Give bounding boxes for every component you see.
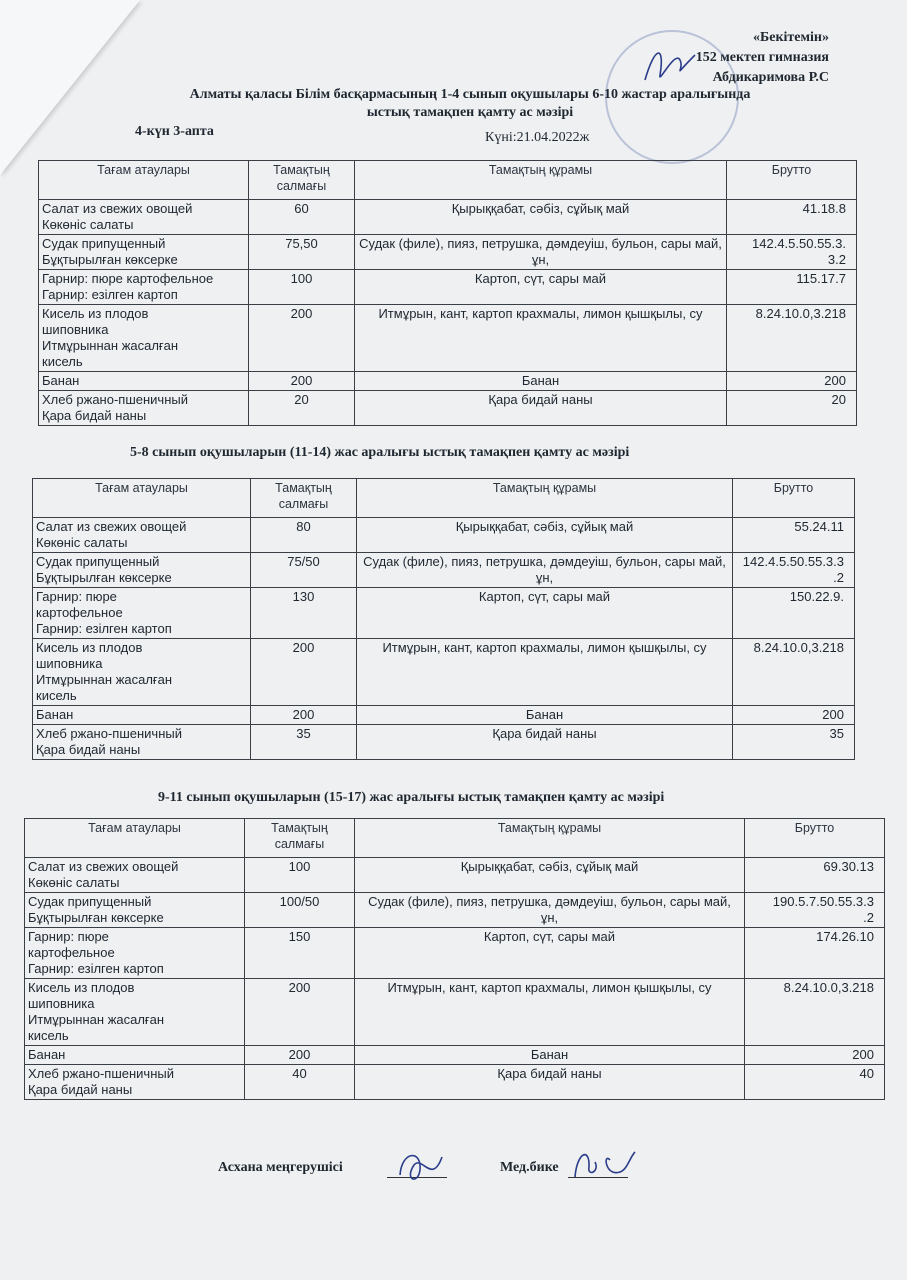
table-row xyxy=(39,270,857,305)
brutto-cell: 142.4.5.50.55.3.3 .2 xyxy=(733,553,855,588)
brutto-cell: 8.24.10.0,3.218 xyxy=(745,979,885,1046)
brutto-cell: 150.22.9. xyxy=(733,588,855,639)
header-name: Тағам атаулары xyxy=(25,819,245,858)
table-row xyxy=(33,725,855,760)
weight-cell: 200 xyxy=(249,372,355,391)
table-row xyxy=(33,706,855,725)
brutto-cell: 115.17.7 xyxy=(727,270,857,305)
table-body xyxy=(25,858,885,1100)
table-body xyxy=(33,518,855,760)
table-row xyxy=(25,1065,885,1100)
weight-cell: 130 xyxy=(251,588,357,639)
approval-heading: «Бекітемін» xyxy=(752,30,829,45)
brutto-cell: 41.18.8 xyxy=(727,200,857,235)
header-name: Тағам атаулары xyxy=(33,479,251,518)
brutto-cell: 40 xyxy=(745,1065,885,1100)
composition-cell: Картоп, сүт, сары май xyxy=(355,928,745,979)
brutto-cell: 20 xyxy=(727,391,857,426)
dish-name-cell: Гарнир: пюре картофельное Гарнир: езілген картоп xyxy=(25,928,245,979)
kitchen-head-label: Асхана меңгерушісі xyxy=(218,1160,343,1175)
table-body xyxy=(39,200,857,426)
approval-block xyxy=(696,28,829,88)
weight-cell: 100 xyxy=(245,858,355,893)
title-line-1: Алматы қаласы Білім басқармасының 1-4 сынып оқушылары 6-10 жастар аралығында xyxy=(189,87,751,102)
composition-cell: Итмұрын, кант, картоп крахмалы, лимон қышқылы, су xyxy=(355,979,745,1046)
weight-cell: 200 xyxy=(245,979,355,1046)
header-composition: Тамақтың құрамы xyxy=(355,161,727,200)
document-title xyxy=(120,86,820,122)
composition-cell: Қырыққабат, сәбіз, сұйық май xyxy=(357,518,733,553)
dish-name-cell: Салат из свежих овощей Көкөніс салаты xyxy=(33,518,251,553)
composition-cell: Итмұрын, кант, картоп крахмалы, лимон қышқылы, су xyxy=(357,639,733,706)
brutto-cell: 200 xyxy=(727,372,857,391)
brutto-cell: 190.5.7.50.55.3.3 .2 xyxy=(745,893,885,928)
table-row xyxy=(39,200,857,235)
header-composition: Тамақтың құрамы xyxy=(357,479,733,518)
weight-cell: 80 xyxy=(251,518,357,553)
dish-name-cell: Судак припущенный Бұқтырылған көксерке xyxy=(25,893,245,928)
composition-cell: Судак (филе), пияз, петрушка, дәмдеуіш, бульон, сары май, ұн, xyxy=(355,235,727,270)
section-title-9-11: 9-11 сынып оқушыларын (15-17) жас аралығы ыстық тамақпен қамту ас мәзірі xyxy=(158,790,665,805)
composition-cell: Картоп, сүт, сары май xyxy=(355,270,727,305)
menu-date: Күні:21.04.2022ж xyxy=(485,130,590,145)
dish-name-cell: Хлеб ржано-пшеничный Қара бидай наны xyxy=(25,1065,245,1100)
weight-cell: 40 xyxy=(245,1065,355,1100)
weight-cell: 200 xyxy=(245,1046,355,1065)
dish-name-cell: Хлеб ржано-пшеничный Қара бидай наны xyxy=(39,391,249,426)
weight-cell: 150 xyxy=(245,928,355,979)
table-row xyxy=(33,518,855,553)
dish-name-cell: Банан xyxy=(25,1046,245,1065)
approval-director: Абдикаримова Р.С xyxy=(712,70,829,85)
header-weight: Тамақтың салмағы xyxy=(249,161,355,200)
composition-cell: Итмұрын, кант, картоп крахмалы, лимон қышқылы, су xyxy=(355,305,727,372)
table-row xyxy=(25,858,885,893)
table-row xyxy=(39,372,857,391)
composition-cell: Судак (филе), пияз, петрушка, дәмдеуіш, бульон, сары май, ұн, xyxy=(355,893,745,928)
table-row xyxy=(33,553,855,588)
dish-name-cell: Банан xyxy=(33,706,251,725)
dish-name-cell: Гарнир: пюре картофельное Гарнир: езілген картоп xyxy=(33,588,251,639)
header-brutto: Брутто xyxy=(745,819,885,858)
weight-cell: 100/50 xyxy=(245,893,355,928)
menu-table-2 xyxy=(32,478,855,760)
kitchen-head-signature xyxy=(392,1145,452,1190)
composition-cell: Қырыққабат, сәбіз, сұйық май xyxy=(355,858,745,893)
header-name: Тағам атаулары xyxy=(39,161,249,200)
menu-table-3 xyxy=(24,818,885,1100)
menu-table-1 xyxy=(38,160,857,426)
brutto-cell: 200 xyxy=(733,706,855,725)
header-composition: Тамақтың құрамы xyxy=(355,819,745,858)
table-row xyxy=(33,639,855,706)
weight-cell: 200 xyxy=(249,305,355,372)
weight-cell: 75/50 xyxy=(251,553,357,588)
director-signature xyxy=(640,40,700,90)
weight-cell: 75,50 xyxy=(249,235,355,270)
brutto-cell: 142.4.5.50.55.3. 3.2 xyxy=(727,235,857,270)
dish-name-cell: Кисель из плодов шиповника Итмұрыннан жасалған кисель xyxy=(25,979,245,1046)
weight-cell: 200 xyxy=(251,706,357,725)
dish-name-cell: Гарнир: пюре картофельное Гарнир: езілген картоп xyxy=(39,270,249,305)
table-row xyxy=(33,588,855,639)
approval-school: 152 мектеп гимназия xyxy=(695,50,829,65)
table-row xyxy=(39,235,857,270)
dish-name-cell: Банан xyxy=(39,372,249,391)
brutto-cell: 35 xyxy=(733,725,855,760)
composition-cell: Картоп, сүт, сары май xyxy=(357,588,733,639)
brutto-cell: 69.30.13 xyxy=(745,858,885,893)
table-header-row xyxy=(25,819,885,858)
table-row xyxy=(39,391,857,426)
title-line-2: ыстық тамақпен қамту ас мәзірі xyxy=(366,105,574,120)
composition-cell: Қара бидай наны xyxy=(355,1065,745,1100)
dish-name-cell: Салат из свежих овощей Көкөніс салаты xyxy=(39,200,249,235)
table-row xyxy=(25,979,885,1046)
table-header-row xyxy=(39,161,857,200)
table-row xyxy=(25,1046,885,1065)
brutto-cell: 200 xyxy=(745,1046,885,1065)
table-row xyxy=(25,928,885,979)
day-week: 4-күн 3-апта xyxy=(135,124,214,139)
nurse-signature xyxy=(565,1142,645,1187)
weight-cell: 60 xyxy=(249,200,355,235)
dish-name-cell: Хлеб ржано-пшеничный Қара бидай наны xyxy=(33,725,251,760)
dish-name-cell: Судак припущенный Бұқтырылған көксерке xyxy=(39,235,249,270)
composition-cell: Банан xyxy=(357,706,733,725)
header-weight: Тамақтың салмағы xyxy=(245,819,355,858)
composition-cell: Қырыққабат, сәбіз, сұйық май xyxy=(355,200,727,235)
brutto-cell: 8.24.10.0,3.218 xyxy=(733,639,855,706)
header-weight: Тамақтың салмағы xyxy=(251,479,357,518)
composition-cell: Банан xyxy=(355,372,727,391)
table-row xyxy=(25,893,885,928)
brutto-cell: 174.26.10 xyxy=(745,928,885,979)
weight-cell: 35 xyxy=(251,725,357,760)
weight-cell: 200 xyxy=(251,639,357,706)
brutto-cell: 55.24.11 xyxy=(733,518,855,553)
brutto-cell: 8.24.10.0,3.218 xyxy=(727,305,857,372)
dish-name-cell: Кисель из плодов шиповника Итмұрыннан жасалған кисель xyxy=(33,639,251,706)
header-brutto: Брутто xyxy=(727,161,857,200)
folded-corner xyxy=(0,0,140,175)
composition-cell: Судак (филе), пияз, петрушка, дәмдеуіш, бульон, сары май, ұн, xyxy=(357,553,733,588)
dish-name-cell: Салат из свежих овощей Көкөніс салаты xyxy=(25,858,245,893)
section-title-5-8: 5-8 сынып оқушыларын (11-14) жас аралығы ыстық тамақпен қамту ас мәзірі xyxy=(130,445,630,460)
composition-cell: Қара бидай наны xyxy=(357,725,733,760)
nurse-label: Мед.бике xyxy=(500,1160,559,1175)
dish-name-cell: Судак припущенный Бұқтырылған көксерке xyxy=(33,553,251,588)
dish-name-cell: Кисель из плодов шиповника Итмұрыннан жасалған кисель xyxy=(39,305,249,372)
composition-cell: Қара бидай наны xyxy=(355,391,727,426)
composition-cell: Банан xyxy=(355,1046,745,1065)
table-row xyxy=(39,305,857,372)
weight-cell: 20 xyxy=(249,391,355,426)
header-brutto: Брутто xyxy=(733,479,855,518)
table-header-row xyxy=(33,479,855,518)
weight-cell: 100 xyxy=(249,270,355,305)
